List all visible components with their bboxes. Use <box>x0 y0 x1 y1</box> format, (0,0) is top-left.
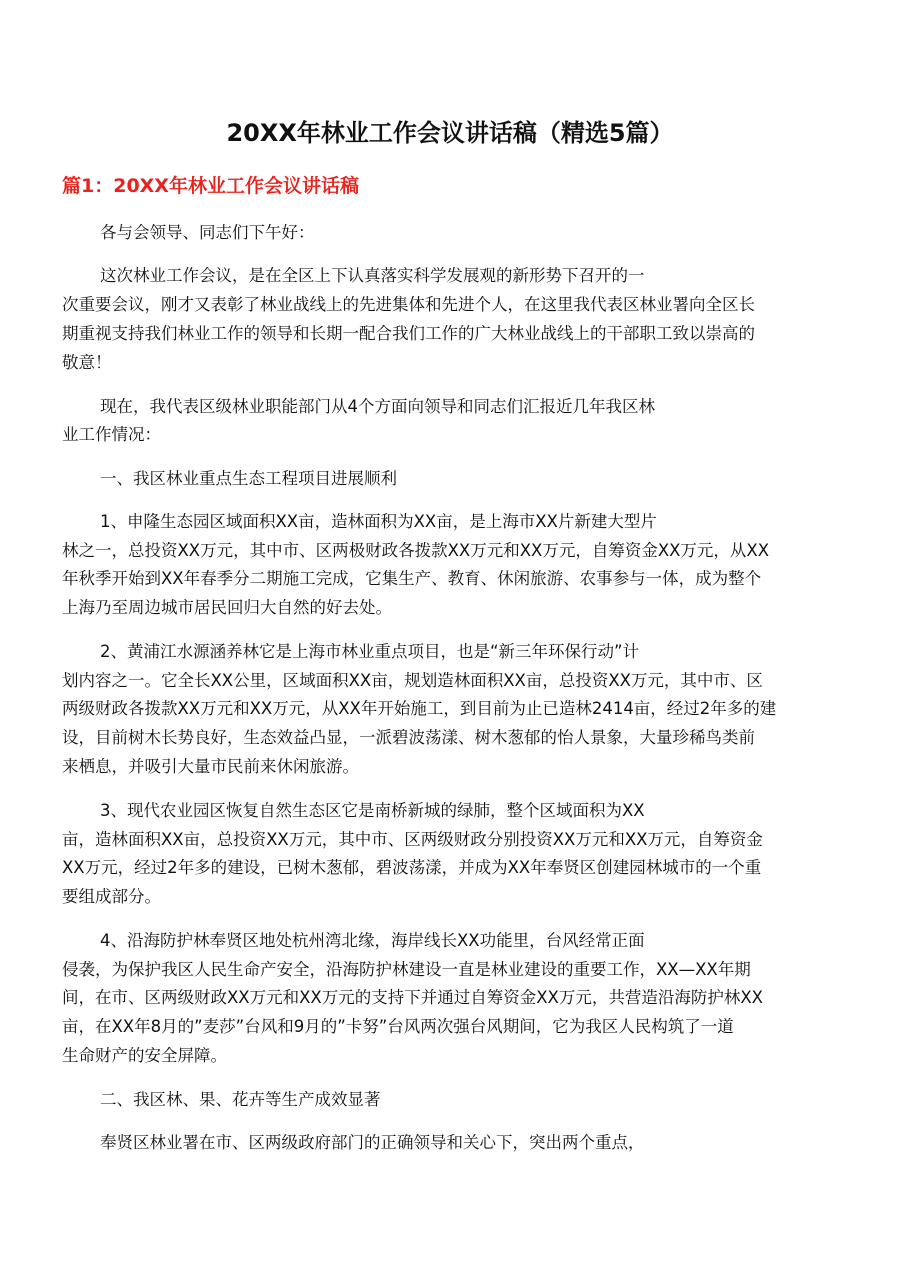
document-title: 20XX年林业工作会议讲话稿（精选5篇） <box>226 119 674 147</box>
paragraph-line: 次重要会议，刚才又表彰了林业战线上的先进集体和先进个人，在这里我代表区林业署向全区长 <box>62 295 755 314</box>
paragraph-line: 业工作情况： <box>62 425 161 444</box>
paragraph-line: 2、黄浦江水源涵养林它是上海市林业重点项目，也是“新三年环保行动”计 <box>100 642 640 661</box>
paragraph-line: 设，目前树木长势良好，生态效益凸显，一派碧波荡漾、树木葱郁的怡人景象，大量珍稀鸟类前 <box>62 728 755 747</box>
section-heading: 篇1：20XX年林业工作会议讲话稿 <box>62 175 359 197</box>
paragraph-line: 两级财政各拨款XX万元和XX万元，从XX年开始施工，到目前为止已造林2414亩，经过2年多的建 <box>62 699 777 718</box>
paragraph-line: 这次林业工作会议，是在全区上下认真落实科学发展观的新形势下召开的一 <box>100 266 645 285</box>
paragraph-line: 3、现代农业园区恢复自然生态区它是南桥新城的绿肺，整个区域面积为XX <box>100 801 645 820</box>
greeting-line: 各与会领导、同志们下午好： <box>100 223 315 242</box>
paragraph-line: 年秋季开始到XX年春季分二期施工完成，它集生产、教育、休闲旅游、农事参与一体，成为整个 <box>62 569 762 588</box>
paragraph-line: 现在，我代表区级林业职能部门从4个方面向领导和同志们汇报近几年我区林 <box>100 397 655 416</box>
paragraph-line: XX万元，经过2年多的建设，已树木葱郁，碧波荡漾，并成为XX年奉贤区创建园林城市的一个重 <box>62 858 762 877</box>
paragraph-line: 1、申隆生态园区域面积XX亩，造林面积为XX亩，是上海市XX片新建大型片 <box>100 512 657 531</box>
paragraph-line: 要组成部分。 <box>62 887 161 906</box>
paragraph-line: 期重视支持我们林业工作的领导和长期一配合我们工作的广大林业战线上的干部职工致以崇高的 <box>62 324 755 343</box>
paragraph-line: 侵袭，为保护我区人民生命产安全，沿海防护林建设一直是林业建设的重要工作，XX—XX年期 <box>62 960 751 979</box>
paragraph-line: 林之一，总投资XX万元，其中市、区两极财政各拨款XX万元和XX万元，自筹资金XX万元，从XX <box>62 541 770 560</box>
paragraph-line: 亩，造林面积XX亩，总投资XX万元，其中市、区两级财政分别投资XX万元和XX万元，自筹资金 <box>62 830 763 849</box>
paragraph-line: 敬意！ <box>62 353 112 372</box>
paragraph-line: 奉贤区林业署在市、区两级政府部门的正确领导和关心下，突出两个重点， <box>100 1133 645 1152</box>
subheading-line: 一、我区林业重点生态工程项目进展顺利 <box>100 469 397 488</box>
paragraph-line: 4、沿海防护林奉贤区地处杭州湾北缘，海岸线长XX功能里，台风经常正面 <box>100 931 645 950</box>
paragraph-line: 生命财产的安全屏障。 <box>62 1046 227 1065</box>
paragraph-line: 划内容之一。它全长XX公里，区域面积XX亩，规划造林面积XX亩，总投资XX万元，其中市、区 <box>62 671 763 690</box>
paragraph-line: 上海乃至周边城市居民回归大自然的好去处。 <box>62 598 392 617</box>
paragraph-line: 亩，在XX年8月的”麦莎”台风和9月的”卡努”台风两次强台风期间，它为我区人民构筑了一道 <box>62 1017 734 1036</box>
paragraph-line: 间，在市、区两级财政XX万元和XX万元的支持下并通过自筹资金XX万元，共营造沿海防护林XX <box>62 988 763 1007</box>
paragraph-line: 来栖息，并吸引大量市民前来休闲旅游。 <box>62 757 359 776</box>
subheading-line: 二、我区林、果、花卉等生产成效显著 <box>100 1090 381 1109</box>
